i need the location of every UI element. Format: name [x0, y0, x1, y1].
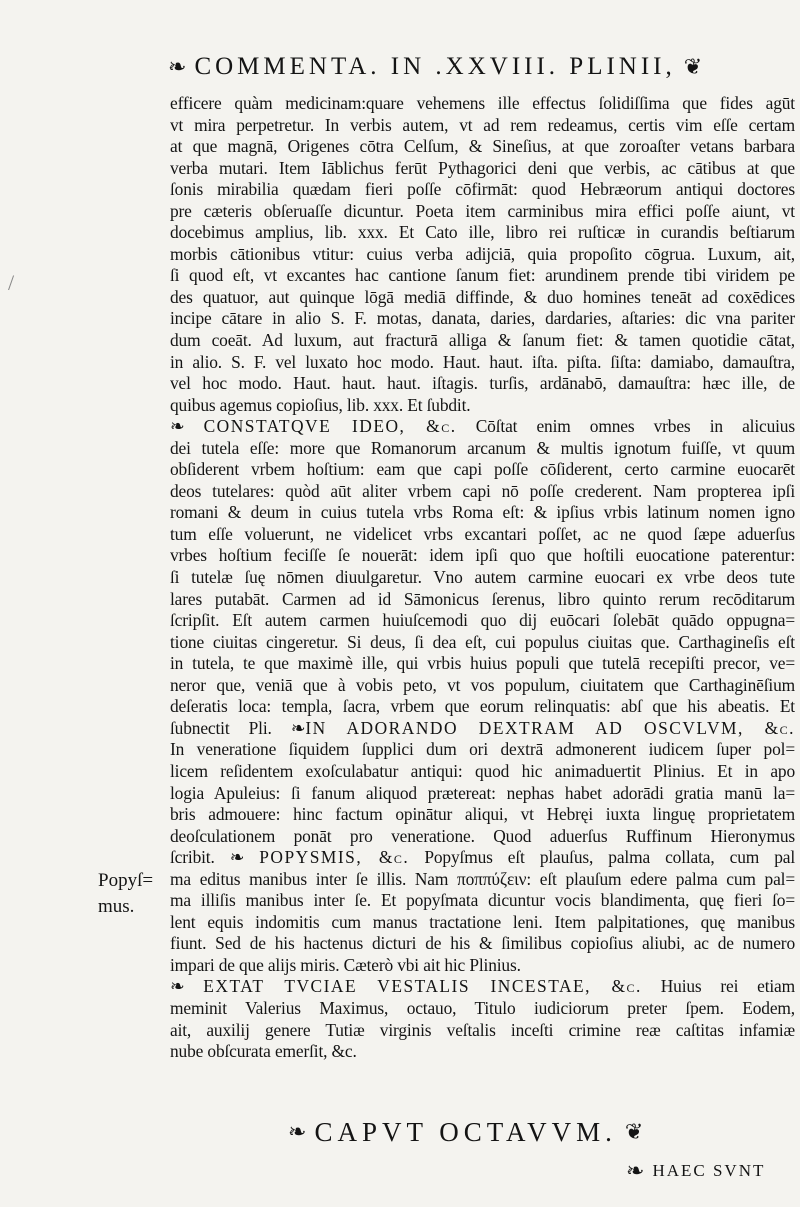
text-line: deſeratis loca: templa, ſacra, vrbem que eorum relinquatis: abſ que his abeatis. Et [170, 696, 795, 717]
text-line: fiunt. Sed de his hactenus dicturi de his & ſimilibus copioſius aliubi, ac de numero [170, 933, 795, 954]
lemma-heading: CONSTATQVE IDEO, &c. [203, 416, 457, 437]
catchword [618, 1158, 798, 1184]
text-line: ma editus manibus inter ſe illis. Nam ποππύζειν: eſt plauſum edere palma cum pal= [170, 868, 795, 889]
marginal-note-line: mus. [98, 896, 135, 917]
text-line: at que magnā, Origenes cōtra Celſum, & Sineſius, at que zoroaſter vetans barbara [170, 136, 795, 157]
text-line: ſcripſit. Eſt autem carmen huiuſcemodi quo dij euōcari ſolebāt quādo oppugna= [170, 610, 795, 631]
text-line: impari de que alijs miris. Cæterò vbi ait hic Plinius. [170, 954, 521, 975]
text-line: ma illiſis manibus inter ſe. Et popyſmata dicuntur vocis blandimenta, quę fieri ſo= [170, 890, 795, 911]
text-line: vrbes hoſtium feciſſe ſe nouerāt: idem ipſi quo que hoſtili euocatione paterentur: [170, 545, 795, 566]
lemma-heading: IN ADORANDO DEXTRAM AD OSCVLVM, &c. [305, 717, 795, 738]
lemma-line [170, 718, 795, 740]
text-line: des quatuor, aut quinque lōgā mediā diffinde, & duo homines teneāt ad coxēdices [170, 286, 795, 307]
text-line: ſonis mirabilia quædam fieri poſſe cōfirmāt: quod Hebræorum antiqui doctores [170, 179, 795, 200]
text-line: obſiderent vrbem hoſtium: eam que capi poſſe cōſiderent, certo carmine euocarēt [170, 459, 795, 480]
text-line: ſi tutelæ ſuę nōmen diuulgaretur. Vno autem carmine euocari ex vrbe deos tute [170, 567, 795, 588]
running-head-text: COMMENTA. IN .XXVIII. PLINII, [194, 53, 676, 80]
text-line: in alio. S. F. vel luxato hoc modo. Haut. haut. iſta. piſta. ſiſta: damiabo, damauſtra, [170, 351, 795, 372]
lemma-text: Popyſmus eſt plauſus, palma collata, cum pal [424, 847, 795, 868]
lemma-heading: EXTAT TVCIAE VESTALIS INCESTAE, &c. [203, 976, 642, 997]
fleuron-icon: ❧ [288, 1119, 307, 1144]
text-line: deos tutelares: quòd aūt aliter vrbem capi nō poſſe crederent. Nam propterea ipſi [170, 480, 795, 501]
fleuron-icon: ❧ [229, 847, 260, 868]
catchword-text: HAEC SVNT [652, 1161, 766, 1180]
text-line: vt mira perpetretur. In verbis autem, vt ad rem redeamus, certis vim eſſe certam [170, 114, 795, 135]
chapter-title-text: CAPVT OCTAVVM. [314, 1116, 617, 1147]
text-line: deoſculationem ponāt pro veneratione. Quod aduerſus Ruffinum Hieronymus [170, 825, 795, 846]
text-line: tum eſſe voluerunt, ne videlicet vrbs excantari poſſet, ac ne quod ſæpe aduerſus [170, 523, 795, 544]
chapter-title [280, 1112, 680, 1152]
running-head [160, 50, 790, 84]
text-line: pre cæteris obſeruaſſe dicuntur. Poeta item carminibus mira effici poſſe aiunt, vt [170, 200, 795, 221]
text-line: dei tutela eſſe: more que Romanorum arcanum & multis ignotum fuiſſe, vt quum [170, 437, 795, 458]
text-line: lares putabāt. Carmen ad id Sāmonicus ſerenus, libro quinto rerum recōditarum [170, 588, 795, 609]
fleuron-icon: ❧ [168, 54, 187, 79]
lemma-line [170, 976, 795, 998]
text-line: lent equis indomitis cum manus tractatione leni. Item palpitationes, quę manibus [170, 911, 795, 932]
text-line: logia Apuleius: ſi fanum aliquod prætereat: nephas habet adorādi gratia manū la= [170, 782, 795, 803]
lemma-text: ſubnectit Pli. [170, 717, 272, 738]
fleuron-icon: ❧ [626, 1158, 645, 1183]
fleuron-icon: ❧ [170, 416, 204, 437]
text-line: morbis cātionibus vtitur: cuius verba adijciā, quia propoſito cōgrua. Luxum, ait, [170, 243, 795, 264]
lemma-text: Huius rei etiam [660, 976, 795, 997]
marginal-note [98, 868, 168, 920]
commentary-body [170, 93, 795, 1063]
lemma-line [170, 416, 795, 438]
text-line: verba mutari. Item Iāblichus ferūt Pythagorici deni que verbis, ac cātibus at que [170, 157, 795, 178]
lemma-text: ſcribit. [170, 847, 215, 868]
text-line: romani & deum in cuius tutela vrbs Roma eſt: & ipſius vrbis latinum nomen igno [170, 502, 795, 523]
text-line: quibus agemus copioſius, lib. xxx. Et ſubdit. [170, 394, 471, 415]
text-line: meminit Valerius Maximus, octauo, Titulo iudiciorum preter ſpem. Eodem, [170, 997, 795, 1018]
text-line: docebimus amplius, lib. xxx. Et Cato ille, libro rei ruſticæ in curandis beſtiarum [170, 222, 795, 243]
text-line: In veneratione ſiquidem ſupplici dum ori dextrā admonerent iudicem ſuper pol= [170, 739, 795, 760]
fleuron-icon: ❦ [683, 54, 703, 79]
text-line: ſi quod eſt, vt excantes hac cantione ſanum fiet: arundinem prende tibi viridem pe [170, 265, 795, 286]
text-line: dum coeāt. Ad luxum, aut fracturā alliga & ſanum fiet: & tamen quotidie cātat, [170, 330, 795, 351]
lemma-line [170, 847, 795, 869]
marginal-note-line: Popyſ= [98, 870, 154, 891]
lemma-heading: POPYSMIS, &c. [259, 847, 410, 868]
text-line: vel hoc modo. Haut. haut. haut. iſtagis. turſis, ardānabō, damauſtra: hæc ille, de [170, 373, 795, 394]
text-line: efficere quàm medicinam:quare vehemens ille effectus ſolidiſſima que fides agūt [170, 93, 795, 113]
text-line: neror que, veniā que à vobis peto, vt vos populum, ciuitatem que Carthaginēſium [170, 674, 795, 695]
fleuron-icon: ❧ [290, 717, 306, 738]
text-line: bris admouere: hinc factum opinātur aliqui, vt Hebręi iuxta linguę proprietatem [170, 804, 795, 825]
text-line: incipe cātare in alio S. F. motas, danata, daries, dardaries, aſtaries: dic vna pariter [170, 308, 795, 329]
fleuron-icon: ❧ [170, 976, 204, 997]
text-line: tione ciuitas cingeretur. Si deus, ſi dea eſt, cui populus ciuitas que. Carthagineſis eſt [170, 631, 795, 652]
margin-stray-mark: / [8, 270, 15, 295]
text-line: licem reſidentem exoſculabatur antiqui: quod hic animaduertit Plinius. Et in apo [170, 760, 795, 781]
text-line: nube obſcurata emerſit, &c. [170, 1041, 357, 1062]
text-line: in tutela, te que maximè ille, qui vrbis huius populi que tutelā recepiſti precor, ve= [170, 653, 795, 674]
fleuron-icon: ❦ [624, 1119, 644, 1144]
lemma-text: Cōſtat enim omnes vrbes in alicuius [475, 416, 795, 437]
text-line: ait, auxilij genere Tutiæ virginis veſtalis inceſti crimine reæ caſtitas infamiæ [170, 1019, 795, 1040]
